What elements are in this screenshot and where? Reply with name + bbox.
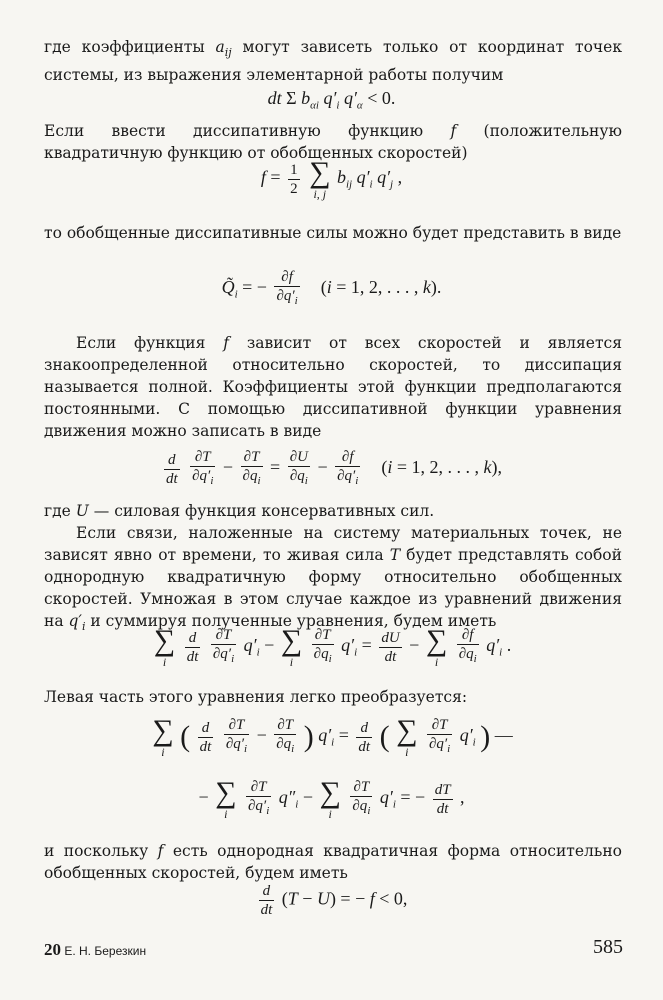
- author-name: Е. Н. Березкин: [64, 944, 147, 958]
- formula-dissipative-forces: $Q̃_i$ = − $\frac{\partial f}{\partial q'_i}$ (i = 1, 2, . . . , k).: [221, 269, 442, 307]
- paragraph-4: Если функция f зависит от всех скоростей и является знакоопределенной относительно скоростей, то диссипация называется полной. Коэффициенты этой функции предполагаются постоянными. С помощью диссипативной функции уравнения движения можно записать в виде: [44, 334, 622, 440]
- formula-dissipative-function: f = $\frac{1}{2}$ ∑ i, j $b_{ij}$ $q'_i$ $q'_j$ ,: [260, 156, 403, 201]
- paragraph-5: где U — силовая функция консервативных сил.: [44, 502, 435, 520]
- formula-equations-of-motion: $\frac{d}{dt}$ $\frac{\partial T}{\partial q'_i}$ − $\frac{\partial T}{\partial q_i}$ = $\frac{\partial U}{\partial q_i}$ − $\frac{\partial f}{\partial q'_i}$ (i = 1, 2, . . . , k),: [165, 449, 503, 487]
- signature-number: 20: [44, 940, 61, 959]
- formula-transform-line-2: − ∑ i $\frac{\partial T}{\partial q'_i}$ $q''_i$ − ∑ i $\frac{\partial T}{\partial q_i}$ $q'_i$ = − $\frac{dT}{dt}$ ,: [198, 776, 465, 821]
- formula-transform-line-1: ∑ i ( $\frac{d}{dt}$ $\frac{\partial T}{\partial q'_i}$ − $\frac{\partial T}{\partial q_i}$ ) $q'_i$ = $\frac{d}{dt}$ ( ∑ i $\frac{\partial T}{\partial q'_i}$ $q'_i$ ) —: [152, 714, 513, 759]
- formula-work-inequality: dt Σ $b_{\alpha i}$ $q'_i$ $q'_\alpha < 0$.: [267, 88, 396, 112]
- paragraph-3: то обобщенные диссипативные силы можно будет представить в виде: [44, 224, 622, 242]
- formula-energy-inequality: $\frac{d}{dt}$ (T − U) = − f < 0,: [260, 883, 408, 918]
- paragraph-8: и поскольку f есть однородная квадратичная форма относительно обобщенных скоростей, будем иметь: [44, 842, 623, 882]
- page-number: 585: [593, 936, 623, 958]
- formula-summed-equations: ∑ i $\frac{d}{dt}$ $\frac{\partial T}{\partial q'_i}$ $q'_i$ − ∑ i $\frac{\partial T}{\partial q_i}$ $q'_i$ = $\frac{dU}{dt}$ − ∑ i $\frac{\partial f}{\partial q_i}$ $q'_i$ .: [153, 624, 512, 669]
- footer-signature: [44, 940, 146, 960]
- paragraph-2: Если ввести диссипативную функцию f (положительную квадратичную функцию от обобщенных скоростей): [44, 122, 622, 162]
- paragraph-6: Если связи, наложенные на систему материальных точек, не зависят явно от времени, то живая сила T будет представлять собой однородную квадратичную форму относительно обобщенных скоростей. Умножая в этом случае каждое из уравнений движения на $q'_i$ и суммируя полученные уравнения, будем иметь: [44, 524, 622, 634]
- paragraph-7: Левая часть этого уравнения легко преобразуется:: [44, 688, 468, 706]
- paragraph-1: где коэффициенты $a_{ij}$ могут зависеть только от координат точек системы, из выражения элементарной работы получим: [44, 38, 623, 85]
